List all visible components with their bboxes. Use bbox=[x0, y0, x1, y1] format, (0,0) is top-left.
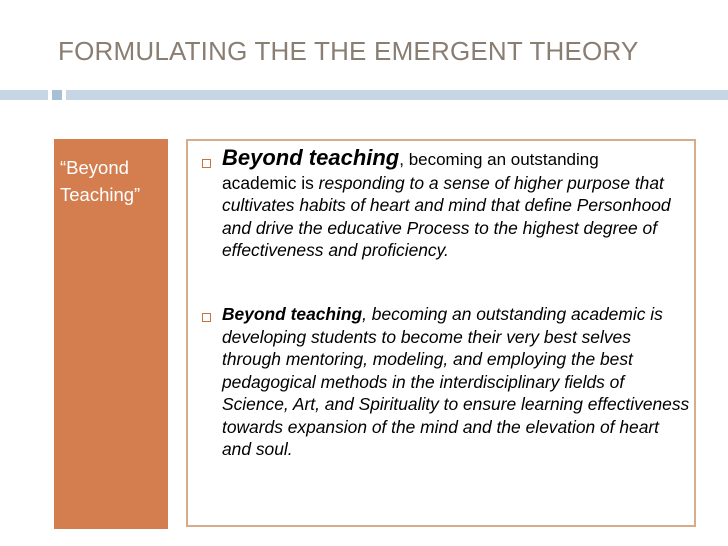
bullet-text-2 bbox=[222, 303, 692, 461]
side-label bbox=[60, 154, 166, 208]
bullet-1-line2-italic: responding to a sense of higher bbox=[318, 172, 563, 193]
bullet-2-lead: Beyond teaching bbox=[222, 304, 363, 324]
side-label-line1: “Beyond bbox=[60, 157, 129, 178]
divider-right-bar bbox=[66, 90, 728, 100]
bullet-square-icon bbox=[202, 159, 211, 168]
side-label-box bbox=[54, 139, 168, 529]
bullet-2-rest: , becoming an outstanding academic is developing students to become their very best selves through mentoring, modeling, and employing the best pedagogical methods in the interdisciplinary fields of Science, Art, and Spirituality to ensure learning effectiveness towards expansion of the mind and the elevation of heart and soul. bbox=[222, 304, 690, 459]
divider-square bbox=[52, 90, 62, 100]
bullet-1-line2-plain: academic is bbox=[222, 172, 319, 193]
content-panel bbox=[186, 139, 696, 527]
bullet-1-after-lead: , becoming an outstanding bbox=[399, 150, 599, 169]
bullet-1-lead: Beyond teaching bbox=[222, 145, 400, 170]
divider-left-bar bbox=[0, 90, 48, 100]
bullet-square-icon bbox=[202, 313, 211, 322]
bullet-1-rest: purpose that cultivates habits of heart and mind that define Personhood and drive the educative Process to the highest degree of effectiveness and proficiency. bbox=[222, 172, 671, 260]
side-label-line2: Teaching” bbox=[60, 184, 141, 205]
bullet-text-1 bbox=[222, 147, 692, 262]
slide-title: FORMULATING THE THE EMERGENT THEORY bbox=[58, 36, 639, 66]
